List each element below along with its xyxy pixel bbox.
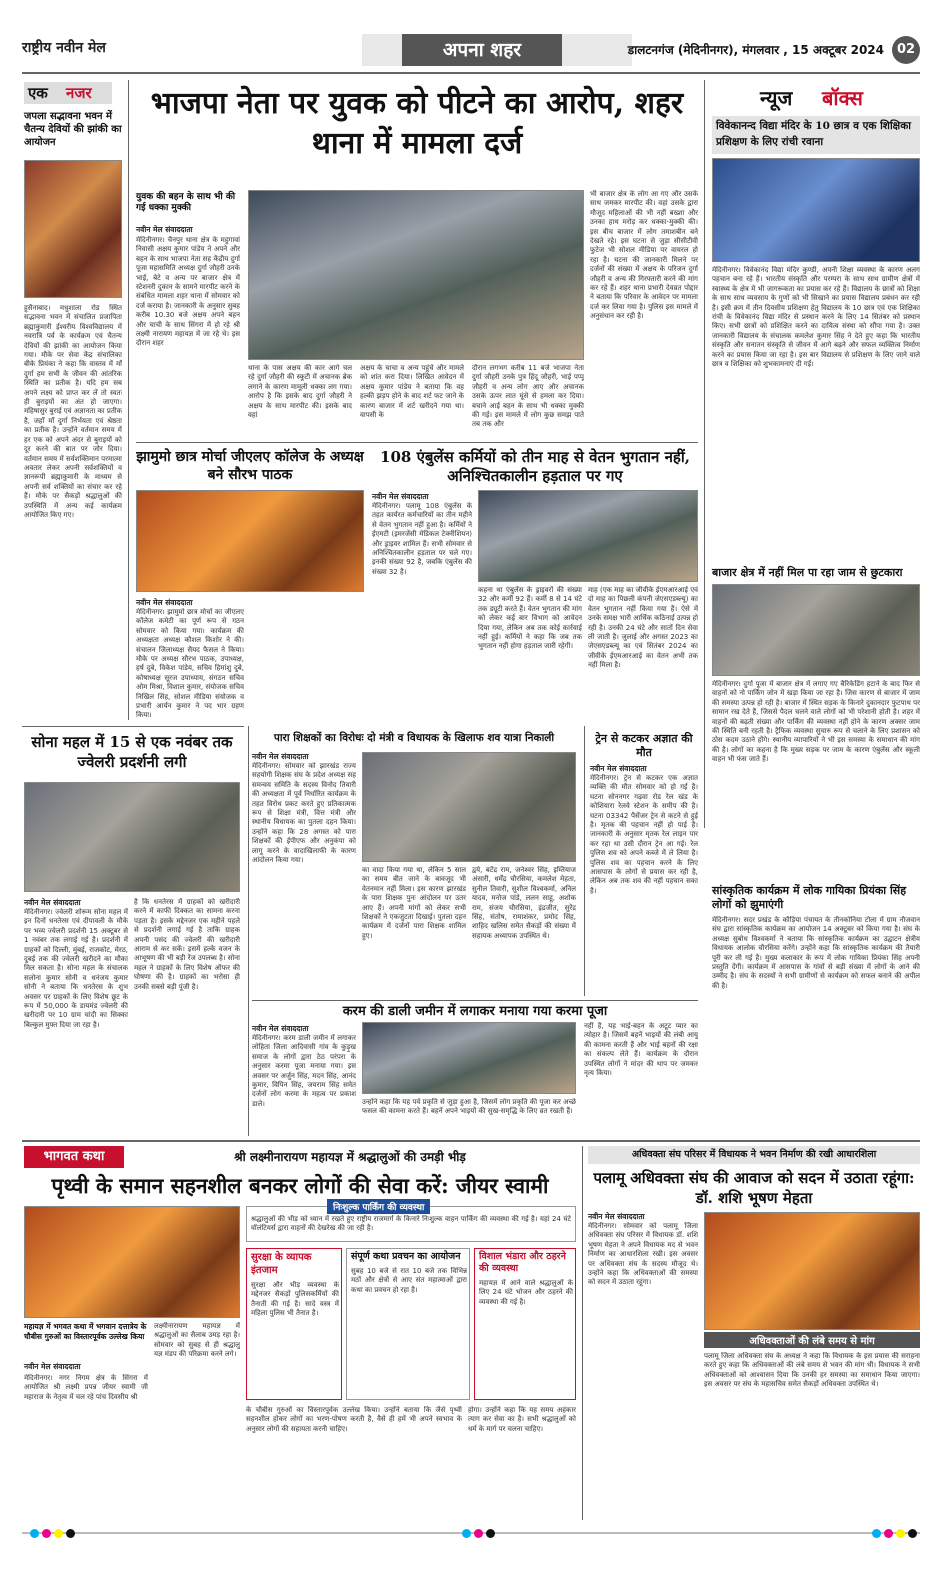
bhagwat-headline: पृथ्वी के समान सहनशील बनकर लोगों की सेवा करें: जीयर स्वामी (51, 1173, 549, 1198)
train-headline: ट्रेन से कटकर अज्ञात की मौत (595, 732, 693, 759)
bhandara-body: महायज्ञ में आने वाले श्रद्धालुओं के लिए 24 घंटे भोजन और ठहरने की व्यवस्था की गई है। (479, 1279, 573, 1306)
news-box-title-2: बॉक्स (822, 86, 863, 110)
newsbox-story1-headline: विवेकानन्द विद्या मंदिर के 10 छात्र व एक शिक्षिका प्रशिक्षण के लिए रांची रवाना (716, 120, 911, 148)
cyan-registration-dot (30, 1529, 39, 1538)
bhagwat-photo (24, 1206, 240, 1318)
section-divider (136, 442, 698, 443)
ek-nazar-label-2: नजर (66, 84, 92, 102)
yellow-registration-dot (54, 1529, 63, 1538)
header-rule (22, 72, 920, 74)
lead-body-5: भी बाजार क्षेत्र के लोग आ गए और उसके साथ जमकर मारपीट की। वहां उसके द्वारा मौजूद महिलाओं की भी नहीं बख्शा और उनका हाथ मरोड़ कर धक्का-मुक्की की। इस बीच बाजार में लोग तमाशबीन बने देखते रहे। इस घटना से जुड़ा सीसीटीवी फुटेज भी सोशल मीडिया पर वायरल हो रहा है। घटना की जानकारी मिलने पर दर्जनों की संख्या में अक्षय के परिजन दुर्गा जौहरी व अन्य की गिरफ्तारी करने की मांग कर रहे हैं। शहर थाना प्रभारी देवव्रत पोद्दार ने बताया कि परिवार के आवेदन पर मामला दर्ज कर लिया गया है। पुलिस इस मामले में अनुसंधान कर रही है। (590, 190, 698, 321)
newsbox-story2-photo (712, 584, 920, 676)
security-box (246, 1248, 342, 1400)
section-banner (362, 34, 632, 66)
lead-body-2: थाना के पास अक्षय की कार आगे चल रहे दुर्गा जौहरी की स्कूटी में अचानक ब्रेक लगाने के कारण मामूली धक्का लग गया। आरोप है कि इसके बाद दुर्गा जौहरी ने अक्षय के साथ मारपीट की। इसके बाद वहां (248, 364, 352, 420)
advocate-body-1: मेदिनीनगर। सोमवार को पलामू जिला अधिवक्ता संघ परिसर में विधायक डॉ. शशि भूषण मेहता ने अपने विधायक मद से भवन निर्माण का आधारशिला रखी। इस अवसर पर अधिवक्ता संघ के सदस्य मौजूद थे। उन्होंने कहा कि अधिवक्ताओं की समस्या को सदन में उठाता रहूंगा। (588, 1222, 698, 1287)
karma-photo (362, 1022, 576, 1094)
ek-nazar-label (24, 82, 112, 104)
train-body: मेदिनीनगर। ट्रेन से कटकर एक अज्ञात व्यक्ति की मौत सोमवार को हो गई है। घटना सोननगर गढ़वा रोड रेल खंड के कोशियारा रेलवे स्टेशन के समीप की है। घटना 03342 पैसेंजर ट्रेन से कटने से हुई है। मृतक की पहचान नहीं हो पाई है। जानकारी के अनुसार मृतक रेल लाइन पार कर रहा था उसी दौरान ट्रेन आ गई। रेल पुलिस शव को अपने कब्जे में ले लिया है। पुलिस शव का पहचान करने के लिए आसपास के लोगों से प्रयास कर रही है, लेकिन अब तक शव की नहीं पहचान सका है। (590, 774, 698, 895)
lead-kicker: युवक की बहन के साथ भी की गई धक्का मुक्की (136, 192, 236, 213)
yellow-registration-dot (896, 1529, 905, 1538)
lead-headline: भाजपा नेता पर युवक को पीटने का आरोप, शहर थाना में मामला दर्ज (150, 86, 684, 161)
sona-photo (24, 782, 240, 892)
advocate-kicker-box (588, 1146, 920, 1164)
advocate-body-2: पलामू जिला अधिवक्ता संघ के अध्यक्ष ने कहा कि विधायक के इस प्रयास की सराहना करते हुए कहा कि अधिवक्ताओं की लंबे समय से भवन की मांग थी। विधायक ने सभी अधिवक्ताओं को आश्वासन दिया कि उनकी हर समस्या का समाधान किया जाएगा। इस अवसर पर संघ के महासचिव समेत सैकड़ों अधिवक्ता उपस्थित थे। (704, 1352, 920, 1389)
dateline: डालटनगंज (मेदिनीनगर), मंगलवार , 15 अक्टूबर 2024 (627, 43, 884, 57)
jmm-body-cont (250, 598, 364, 720)
section-title: अपना शहर (402, 34, 562, 66)
ambulance-body-3: माह (एक माह का जीवीके ईएमआरआई एवं दो माह का पिछली कंपनी जेएसएडब्ल्यू) का वेतन भुगतान नहीं किया गया है। ऐसे में उनके समक्ष भारी आर्थिक कठिनाई उत्पन्न हो रही है। उनकी 24 घंटे और सातों दिन सेवा ली जाती है। जुलाई और अगस्त 2023 का जेएसएडब्ल्यू का एवं सितंबर 2024 का जीवीके ईएमआरआई का वेतन अभी तक नहीं मिला है। (588, 586, 698, 670)
column-divider (248, 726, 249, 1136)
advocate-photo-caption: अधिवक्ताओं की लंबे समय से मांग (749, 1336, 875, 1347)
jmm-byline: नवीन मेल संवाददाता (136, 598, 193, 607)
ek-nazar-headline: जपला सद्भावना भवन में चैतन्य देवियों की झांकी का आयोजन (24, 111, 122, 148)
parking-title: निःशुल्क पार्किंग की व्यवस्था (327, 1199, 430, 1214)
bhagwat-label: भागवत कथा (24, 1146, 124, 1168)
ambulance-headline: 108 एंबुलेंस कर्मियों को तीन माह से वेतन भुगतान नहीं, अनिश्चितकालीन हड़ताल पर गए (380, 448, 690, 485)
karma-byline: नवीन मेल संवाददाता (252, 1024, 309, 1033)
ambulance-body-2: कहना था एंबुलेंस के ड्राइवरों की संख्या 32 और कर्मी 92 हैं। कर्मी 8 से 14 घंटे तक ड्यूटी करते हैं। वेतन भुगतान की मांग को लेकर कई बार विभाग को आवेदन दिया गया, लेकिन अब तक कोई कार्रवाई नहीं हुई। कर्मियों ने कहा कि जब तक भुगतान नहीं होगा हड़ताल जारी रहेगी। (478, 586, 582, 651)
security-title: सुरक्षा के व्यापक इंतजाम (251, 1252, 312, 1276)
sona-body-2: है कि धनतेरस में ग्राहकों को खरीदारी करने में काफी दिक्कत का सामना करना पड़ता है। इसके मद्देनजर एक महीने पहले से प्रदर्शनी लगाई गई है ताकि ग्राहक अपनी पसंद की ज्वेलरी की खरीदारी आराम से कर सकें। इसमें हल्के वजन के आभूषण की भी बड़ी रेंज उपलब्ध है। सोना महल ने ग्राहकों के लिए विशेष ऑफर की घोषणा की है। ग्राहकों का भरोसा ही उनकी सबसे बड़ी पूंजी है। (134, 898, 240, 991)
bhagwat-photo-caption: महायज्ञ में भगवत कथा में भगवान दत्तात्रेय के चौबीस गुरुओं का विस्तारपूर्वक उल्लेख किया (24, 1322, 147, 1341)
advocate-kicker: अधिवक्ता संघ परिसर में विधायक ने भवन निर्माण की रखी आधारशिला (631, 1149, 877, 1160)
bhagwat-body-3: के चौबीस गुरुओं का विस्तारपूर्वक उल्लेख किया। उन्होंने बताया कि जैसे पृथ्वी सहनशील होकर लोगों का भरण-पोषण करती है, वैसे ही हमें भी अपने स्वभाव के अनुसार लोगों की सहायता करनी चाहिए। (246, 1406, 462, 1433)
page-header (22, 34, 920, 66)
newsbox-story3-headline: सांस्कृतिक कार्यक्रम में लोक गायिका प्रियंका सिंह लोगों को झुमाएंगी (712, 884, 907, 911)
pravachan-title: संपूर्ण कथा प्रवचन का आयोजन (351, 1251, 461, 1262)
section-divider (22, 1140, 920, 1142)
parking-box (246, 1203, 576, 1242)
karma-body-2: उन्होंने कहा कि यह पर्व प्रकृति से जुड़ा हुआ है, जिसमें लोग प्रकृति की पूजा कर अच्छे फसल की कामना करते हैं। बहनें अपने भाइयों की सुख-समृद्धि के लिए व्रत रखती हैं। (362, 1098, 576, 1116)
jmm-headline: झामुमो छात्र मोर्चा जीएलए कॉलेज के अध्यक्ष बने सौरभ पाठक (136, 449, 364, 483)
newsbox-story1-headbox (712, 116, 920, 154)
lead-byline: नवीन मेल संवाददाता (136, 225, 193, 234)
newsbox-story3-body: मेदिनीनगर। सदर प्रखंड के कौड़िया पंचायत के तीनकोनिया टोला में ग्राम नौजवान संघ द्वारा सांस्कृतिक कार्यक्रम का आयोजन 14 अक्टूबर को किया गया है। संघ के अध्यक्ष सुबोध विश्वकर्मा ने बताया कि सांस्कृतिक कार्यक्रम का उद्घाटन क्षेत्रीय विधायक आलोक चौरसिया करेंगे। उन्होंने कहा कि सांस्कृतिक कार्यक्रम की तैयारी पूरी कर ली गई है। मुख्य कलाकार के रूप में लोक गायिका प्रियंका सिंह अपनी प्रस्तुति देंगी। कार्यक्रम में आसपास के गांवों से बड़ी संख्या में लोगों के आने की उम्मीद है। संघ के सदस्यों ने सभी ग्रामीणों से कार्यक्रम को सफल बनाने की अपील की है। (712, 916, 920, 990)
page-footer-bar (22, 1526, 920, 1540)
pravachan-body: सुबह 10 बजे से रात 10 बजे तक विभिन्न मठों और क्षेत्रों से आए संत महात्माओं द्वारा कथा का प्रवचन हो रहा है। (351, 1267, 467, 1294)
bhandara-box (474, 1248, 576, 1400)
cyan-registration-dot (872, 1529, 881, 1538)
train-byline: नवीन मेल संवाददाता (590, 764, 647, 773)
newsbox-story1-photo (712, 158, 920, 262)
sona-headline: सोना महल में 15 से एक नवंबर तक ज्वेलरी प्रदर्शनी लगी (31, 733, 233, 771)
black-registration-dot (486, 1529, 495, 1538)
jmm-photo (136, 490, 364, 592)
column-divider (704, 80, 705, 828)
column-divider (584, 726, 585, 996)
karma-body-1: मेदिनीनगर। करम डाली जमीन में लगाकर लोहिता जिला आदिवासी गांव के कुड़ुख समाज के लोगों द्वारा ठेठ परंपरा के अनुसार करमा पूजा मनाया गया। इस अवसर पर अर्जुन सिंह, मदन सिंह, आनंद कुमार, विपिन सिंह, जयराम सिंह समेत दर्जनों लोग करमा के महत्व पर प्रकाश डाले। (252, 1034, 356, 1108)
column-divider (582, 1146, 583, 1520)
ek-nazar-body: हुसैनाबाद। मधुशाला रोड स्थित सद्भावना भवन में संचालित प्रजापिता ब्रह्माकुमारी ईश्वरीय विश्वविद्यालय में नवरात्रि पर्व के कार्यक्रम एवं चैतन्य देवियों की झांकी का आयोजन किया गया। मौके पर सेवा केंद्र संचालिका बीके प्रियंका ने कहा कि वास्तव में माँ दुर्गा हम सभी के जीवन की आंतरिक स्थिति का प्रतीक है। यदि हम सब अपने लक्ष्य को प्राप्त कर लें तो स्वतः ही बुराइयों का अंत हो जाएगा। महिषासुर बुराई एवं अज्ञानता का प्रतीक है, जहाँ माँ दुर्गा निर्भयता एवं श्रेष्ठता का प्रतीक है। उन्होंने वर्तमान समय में हर एक को अपने अंदर से बुराइयों को दूर करने की बात पर जोर दिया। वर्तमान समय में सर्वशक्तिमान परमात्मा अवतार लेकर अपनी सर्वशक्तियों व ज्ञानरूपी ब्रह्माकुमारी के माध्यम से अपनी सर्व शक्तियों का संचार कर रहे हैं। मौके पर सैकड़ों श्रद्धालुओं की उपस्थिति में अन्य कई कार्यक्रम आयोजित किए गए। (24, 304, 122, 519)
bhagwat-body-2: लक्ष्मीनारायण महायज्ञ में श्रद्धालुओं का सैलाब उमड़ रहा है। सोमवार को सुबह से ही श्रद्धालु यज्ञ मंडप की परिक्रमा करने लगे। (154, 1322, 240, 1359)
sona-byline: नवीन मेल संवाददाता (24, 898, 81, 907)
lead-body-3: अक्षय के चाचा व अन्य पहुंचे और मामले को शांत करा दिया। लिखित आवेदन में अक्षय कुमार पांडेय ने बताया कि वह हल्की झड़प होने के बाद शर्ट फट जाने के कारण बाजार में शर्ट खरीदने गया था। वापसी के (360, 364, 464, 420)
magenta-registration-dot (884, 1529, 893, 1538)
newsbox-story2-headline: बाजार क्षेत्र में नहीं मिल पा रहा जाम से छुटकारा (712, 566, 903, 579)
bhagwat-body-1: मेदिनीनगर। नगर निगम क्षेत्र के सिंगरा में आयोजित श्री लक्ष्मी प्रपन्न जीयर स्वामी जी महाराज के नेतृत्व में चल रहे पांच दिवसीय श्री (24, 1374, 148, 1401)
pravachan-box (346, 1248, 470, 1400)
page-number: 02 (892, 36, 920, 64)
security-body: सुरक्षा और भीड़ व्यवस्था के मद्देनजर सैकड़ों पुलिसकर्मियों की तैनाती की गई है। सादे वस्त्र में महिला पुलिस भी तैनात है। (251, 1281, 339, 1318)
para-body-1: मेदिनीनगर। सोमवार को झारखंड राज्य सहयोगी शिक्षक संघ के प्रदेश अध्यक्ष सह समन्वय समिति के सदस्य विनोद तिवारी की अध्यक्षता में पूर्व निर्धारित कार्यक्रम के तहत विरोध प्रकट करते हुए प्रतिकात्मक रूप से शिक्षा मंत्री, वित्त मंत्री और स्थानीय विधायक का पुतला दहन किया। उन्होंने कहा कि 28 अगस्त को पारा शिक्षकों की ईपीएफ और अनुकंपा को लागू करने के वादाखिलाफी के कारण आंदोलन किया गया। (252, 762, 356, 865)
advocate-headline: पलामू अधिवक्ता संघ की आवाज को सदन में उठाता रहूंगा: डॉ. शशि भूषण मेहता (593, 1169, 915, 1207)
black-registration-dot (66, 1529, 75, 1538)
section-divider (252, 1000, 698, 1001)
parking-body: श्रद्धालुओं की भीड़ को ध्यान में रखते हुए राष्ट्रीय राजमार्ग के किनारे निःशुल्क वाहन पार्किंग की व्यवस्था की गई है। यहां 24 घंटे वॉलंटियर्स द्वारा वाहनों की देखरेख की जा रही है। (251, 1215, 571, 1233)
cyan-registration-dot (462, 1529, 471, 1538)
advocate-byline: नवीन मेल संवाददाता (588, 1212, 645, 1221)
ambulance-photo (478, 490, 698, 582)
ambulance-byline: नवीन मेल संवाददाता (372, 492, 429, 501)
ek-nazar-photo (24, 160, 122, 298)
masthead: राष्ट्रीय नवीन मेल (22, 40, 106, 56)
jmm-body-text: मेदिनीनगर। झामुमो छात्र मोर्चा का जीएलए कॉलेज कमेटी का पूर्ण रूप से गठन सोमवार को किया गया। कार्यक्रम की अध्यक्षता अध्यक्ष कौशल किशोर ने की। संचालन जिलाध्यक्ष सैयद फैसल ने किया। मौके पर अध्यक्ष सौरभ पाठक, उपाध्यक्ष, हर्ष दुबे, विकेश पांडेय, सचिव हिमांशु दुबे, कोषाध्यक्ष सूरज उपाध्याय, संगठन सचिव ओम मिश्रा, विशाल कुमार, संयोजक सचिव निखिल सिंह, सोशल मीडिया संयोजक व प्रभारी आर्यन कुमार ने पद भार ग्रहण किया। (136, 608, 244, 720)
bhagwat-kicker: श्री लक्ष्मीनारायण महायज्ञ में श्रद्धालुओं की उमड़ी भीड़ (234, 1150, 466, 1164)
bhagwat-body-4: होगा। उन्होंने कहा कि यह समय अहंकार त्याग कर सेवा का है। सभी श्रद्धालुओं को धर्म के मार्ग पर चलना चाहिए। (468, 1406, 576, 1433)
para-body-2: का वादा किया गया था, लेकिन 5 साल का समय बीत जाने के बावजूद भी वेतनमान नहीं मिला। इस कारण झारखंड के पारा शिक्षक पुनः आंदोलन पर उतर आए हैं। अपनी मांगों को लेकर सभी शिक्षकों ने एकजुटता दिखाई। पुतला दहन कार्यक्रम में दर्जनों पारा शिक्षक शामिल हुए। (362, 866, 466, 940)
magenta-registration-dot (474, 1529, 483, 1538)
para-photo (362, 752, 576, 862)
karma-body-3: नहीं है, यह भाई-बहन के अटूट प्यार का त्योहार है। जिसमें बहनें भाइयों की लंबी आयु की कामना करती हैं और भाई बहनों की रक्षा का संकल्प लेते हैं। कार्यक्रम के दौरान उपस्थित लोगों ने मांदर की थाप पर जमकर नृत्य किया। (584, 1022, 698, 1078)
para-headline: पारा शिक्षकों का विरोधः दो मंत्री व विधायक के खिलाफ शव यात्रा निकाली (273, 732, 555, 744)
sona-body-1: मेदिनीनगर। ज्वेलरी शोरूम सोना महल में इन दिनों धनतेरस एवं दीपावली के मौके पर भव्य ज्वेलरी प्रदर्शनी 15 अक्टूबर से 1 नवंबर तक लगाई गई है। प्रदर्शनी में ग्राहकों को दिल्ली, मुंबई, राजकोट, मेरठ, दुबई तक की ज्वेलरी खरीदने का मौका मिल सकता है। सोना महल के संचालक सलोना कुमार सोनी व धनंजय कुमार सोनी ने बताया कि धनतेरस के शुभ अवसर पर ग्राहकों के लिए विशेष छूट के रूप में 50,000 के डायमंड ज्वेलरी की खरीदारी पर 10 ग्राम चांदी का सिक्का बिल्कुल मुफ्त दिया जा रहा है। (24, 908, 128, 1029)
karma-headline: करम की डाली जमीन में लगाकर मनाया गया करमा पूजा (342, 1004, 608, 1019)
black-registration-dot (908, 1529, 917, 1538)
news-box-header (712, 84, 920, 112)
lead-photo (248, 190, 584, 360)
ambulance-body-1: मेदिनीनगर। पलामू 108 एंबुलेंस के तहत कार्यरत कर्मचारियों का तीन महीने से वेतन भुगतान नहीं हुआ है। कर्मियों ने ईएमटी (इमरजेंसी मेडिकल टेक्नीशियन) और ड्राइवर शामिल हैं। सभी सोमवार से अनिश्चितकालीन हड़ताल पर चले गए। इनकी संख्या 92 है, जबकि एंबुलेंस की संख्या 32 है। (372, 502, 472, 576)
lead-body-4: दौरान लगभग करीब 11 बजे भाजपा नेता दुर्गा जौहरी उनके पुत्र हिंदू जौहरी, भाई पप्पू जौहरी व अन्य लोग आए और अचानक उसके ऊपर लात घूंसे से हमला कर दिया। बचाने आई बहन के साथ भी धक्का मुक्की की गई। इस मामले में लोग कुछ समझ पाते तब तक और (472, 364, 584, 429)
advocate-photo-caption-box (704, 1332, 920, 1348)
jmm-body (136, 608, 244, 720)
para-byline: नवीन मेल संवाददाता (252, 752, 309, 761)
lead-body-1: मेदिनीनगर। चैनपुर थाना क्षेत्र के महुगावां निवासी अक्षय कुमार पांडेय ने अपने और बहन के साथ भाजपा नेता सह केंद्रीय दुर्गा पूजा महासमिति अध्यक्ष दुर्गा जौहरी उनके भाई, बेटे व अन्य पर बाजार क्षेत्र में स्टेशनरी दुकान के सामने मारपीट करने के संबंधित मामला शहर थाना में सोमवार को दर्ज कराया है। जानकारी के अनुसार सुबह करीब 10.30 बजे अक्षय अपने बहन और चाची के साथ सिंगरा में हो रहे श्री लक्ष्मी नारायण महायज्ञ में जा रहे थे। इस दौरान शहर (136, 236, 240, 348)
news-box-title-1: न्यूज (760, 86, 793, 110)
bhandara-title: विशाल भंडारा और ठहरने की व्यवस्था (479, 1251, 566, 1274)
magenta-registration-dot (42, 1529, 51, 1538)
para-body-3: द्वये, बटेंद्र राम, जनेश्वर सिंह, इम्तियाज अंसारी, धर्मेंद्र चौरसिया, कमलेश मेहता, सुनील तिवारी, सुशील विश्वकर्मा, अनिल यादव, मनोज पांडे, ललन साहू, अशोक राम, संजय चौरसिया, इंद्रजीत, सुरेंद्र सिंह, संतोष, रामाशंकर, प्रमोद सिंह, शाहिद खलिस समेत सैकड़ों की संख्या में सहायक अध्यापक उपस्थित थे। (472, 866, 576, 940)
newsbox-story1-body: मेदिनीनगर। विवेकानंद विद्या मंदिर कुण्डी, अपनी शिक्षा व्यवस्था के कारण अलग पहचान बना रहे हैं। भारतीय संस्कृति और परम्परा के साथ साथ ग्रामीण क्षेत्रों में स्वास्थ्य के क्षेत्र में भी जागरूकता का प्रयास कर रहे हैं। विद्यालय के छात्रों को शिक्षा के साथ साथ व्यवसाय के गुणों को भी सिखाने का प्रयास विद्यालय प्रबंधन कर रही है। इसी क्रम में तीन दिवसीय प्रशिक्षण हेतु विद्यालय के 10 छात्र एवं एक शिक्षिका रांची के विवेकानंद विद्या मंदिर से प्रस्थान करने के लिए 14 सितंबर को प्रस्थान किए। सभी छात्रों को प्रशिक्षित करने का दायित्व संस्था को सौंपा गया है। उक्त जानकारी विद्यालय के संचालक कमलेश कुमार सिंह ने देते हुए कहा कि भारतीय संस्कृति और सनातन संस्कृति से जीवन में आगे बढ़ने और सफल व्यक्तित्व निर्माण करने का प्रयास किया जा रहा है। इस बार विद्यालय से प्रशिक्षण के लिए जाने वाले छात्र व शिक्षिका को शुभकामनाएं दी गईं। (712, 266, 920, 369)
bhagwat-byline: नवीन मेल संवाददाता (24, 1362, 81, 1371)
section-divider (22, 726, 244, 727)
advocate-photo (704, 1212, 920, 1330)
column-divider (128, 80, 129, 720)
ek-nazar-label-1: एक (28, 84, 48, 102)
newsbox-story2-body: मेदिनीनगर। दुर्गा पूजा में बाजार क्षेत्र में लगाए गए बैरिकेडिंग हटाने के बाद फिर से वाहनों को नो पार्किंग जोन में खड़ा किया जा रहा है। जिस कारण से बाजार में जाम की समस्या उत्पन्न हो रही है। बाजार में स्थित सड़क के किनारे दुकानदार फुटपाथ पर सामान रख देते हैं, जिससे पैदल चलने वाले लोगों को भी परेशानी होती है। शहर में वाहनों की बढ़ती संख्या और पार्किंग की व्यवस्था नहीं होने के कारण अक्सर जाम की स्थिति बनी रहती है। ट्रैफिक व्यवस्था सुचारु रूप से चलाने के लिए प्रशासन को ठोस कदम उठाने होंगे। स्थानीय व्यापारियों ने भी इस समस्या के समाधान की मांग की है। लोगों का कहना है कि मुख्य सड़क पर जाम के कारण एंबुलेंस और स्कूली वाहन भी फंस जाते हैं। (712, 680, 920, 764)
